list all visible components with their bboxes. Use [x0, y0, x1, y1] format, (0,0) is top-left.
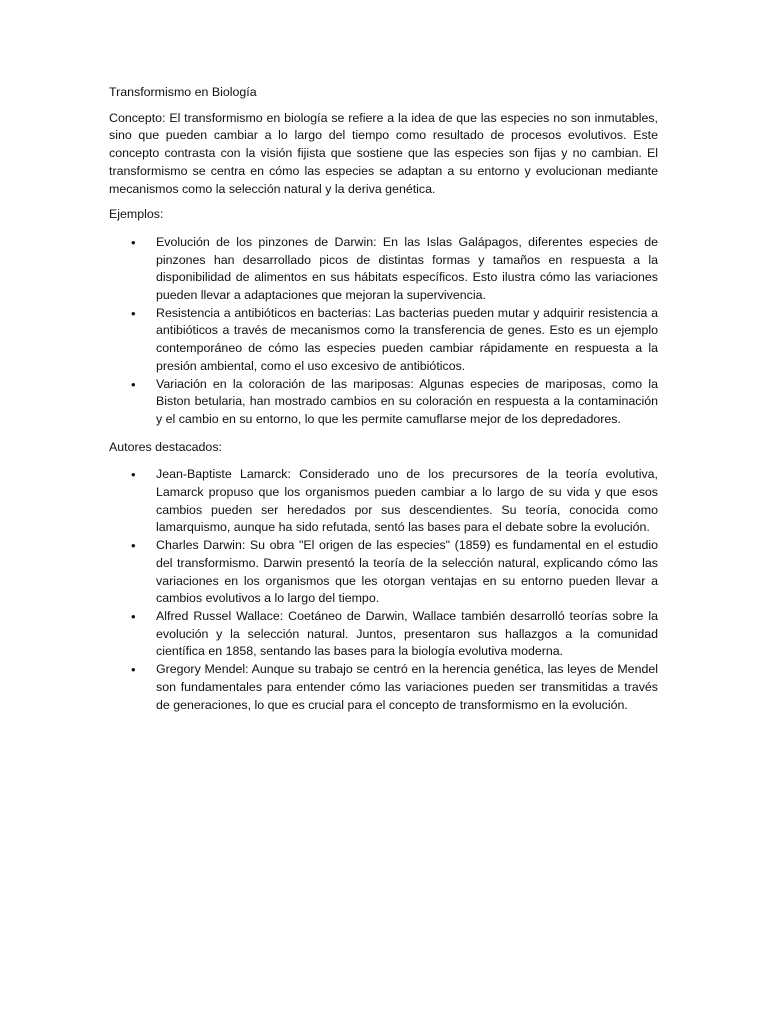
list-item	[109, 537, 658, 608]
bullet-icon: •	[131, 467, 136, 483]
bullet-icon: •	[131, 538, 136, 554]
bullet-icon: •	[131, 662, 136, 678]
bullet-icon: •	[131, 608, 136, 624]
example-text: Evolución de los pinzones de Darwin: En las Islas Galápagos, diferentes especies de pinzones han desarrollado picos de distintas formas y tamaños en respuesta a la disponibilidad de alimentos en sus hábitats específicos. Esto ilustra cómo las variaciones pueden llevar a adaptaciones que mejoran la supervivencia.	[156, 234, 658, 303]
bullet-icon: •	[131, 376, 136, 392]
bullet-icon: •	[131, 234, 136, 250]
author-text: Jean-Baptiste Lamarck: Considerado uno de los precursores de la teoría evolutiva, Lamarck propuso que los organismos pueden cambiar a lo largo de su vida y que esos cambios pueden ser heredados por sus descendientes. Su teoría, conocida como lamarquismo, aunque ha sido refutada, sentó las bases para el debate sobre la evolución.	[156, 467, 658, 535]
bullet-icon: •	[131, 305, 136, 321]
authors-list	[109, 466, 658, 714]
authors-heading: Autores destacados:	[109, 439, 222, 454]
document-title: Transformismo en Biología	[109, 85, 257, 99]
document-page	[109, 84, 658, 724]
author-text: Alfred Russel Wallace: Coetáneo de Darwin, Wallace también desarrolló teorías sobre la evolución y la selección natural. Juntos, presentaron sus hallazgos a la comunidad científica en 1858, sentando las bases para la biología evolutiva moderna.	[156, 608, 658, 659]
examples-list	[109, 234, 658, 429]
example-text: Variación en la coloración de las mariposas: Algunas especies de mariposas, como la Biston betularia, han mostrado cambios en su coloración en respuesta a la contaminación y el cambio en su entorno, lo que les permite camuflarse mejor de los depredadores.	[156, 376, 658, 426]
concept-paragraph: Concepto: El transformismo en biología se refiere a la idea de que las especies no son inmutables, sino que pueden cambiar a lo largo del tiempo como resultado de procesos evolutivos. Este concepto contrasta con la visión fijista que sostiene que las especies son fijas y no cambian. El transformismo se centra en cómo las especies se adaptan a su entorno y evolucionan mediante mecanismos como la selección natural y la deriva genética.	[109, 110, 658, 196]
list-item	[109, 376, 658, 429]
example-text: Resistencia a antibióticos en bacterias: Las bacterias pueden mutar y adquirir resistencia a antibióticos a través de mecanismos como la transferencia de genes. Esto es un ejemplo contemporáneo de cómo las especies pueden cambiar rápidamente en respuesta a la presión ambiental, como el uso excesivo de antibióticos.	[156, 305, 658, 373]
examples-heading: Ejemplos:	[109, 207, 164, 222]
list-item	[109, 466, 658, 537]
list-item	[109, 305, 658, 376]
author-text: Gregory Mendel: Aunque su trabajo se centró en la herencia genética, las leyes de Mendel son fundamentales para entender cómo las variaciones pueden ser transmitidas a través de generaciones, lo que es crucial para el concepto de transformismo en la evolución.	[156, 662, 658, 712]
author-text: Charles Darwin: Su obra "El origen de las especies" (1859) es fundamental en el estudio del transformismo. Darwin presentó la teoría de la selección natural, explicando cómo las variaciones en los organismos que les otorgan ventajas en su entorno pueden llevar a cambios evolutivos a lo largo del tiempo.	[156, 538, 658, 606]
list-item	[109, 661, 658, 714]
list-item	[109, 234, 658, 305]
list-item	[109, 608, 658, 661]
